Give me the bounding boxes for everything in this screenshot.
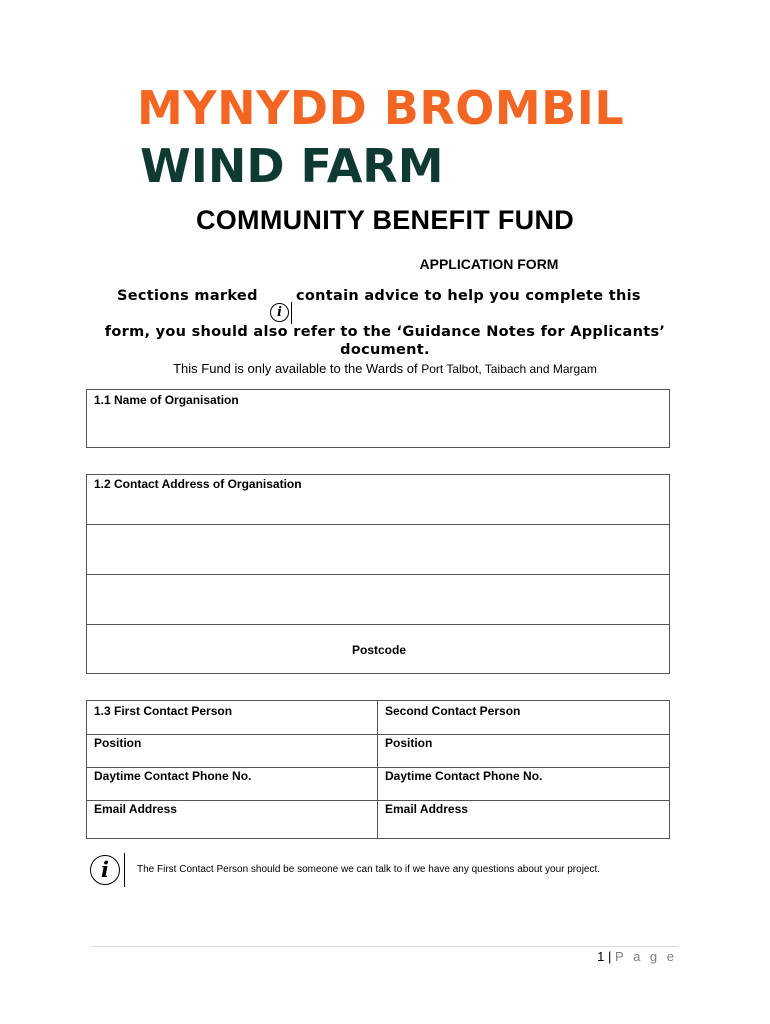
organisation-name-field[interactable] <box>86 389 670 448</box>
table-cell-label: Daytime Contact Phone No. <box>385 769 543 783</box>
page-title: COMMUNITY BENEFIT FUND <box>195 205 575 235</box>
organisation-name-label: 1.1 Name of Organisation <box>94 393 239 407</box>
postcode-label: Postcode <box>351 643 406 657</box>
info-icon <box>90 855 120 885</box>
form-subtitle: APPLICATION FORM <box>419 256 559 272</box>
info-icon <box>270 303 289 322</box>
advice-text-line2: form, you should also refer to the ‘Guidance Notes for Applicants’ <box>104 324 666 340</box>
second-position-field[interactable] <box>377 734 670 768</box>
page-number <box>597 949 677 964</box>
table-cell-label: Email Address <box>94 802 177 816</box>
advice-text-line3: document. <box>340 342 430 358</box>
logo-line-2: WIND FARM <box>140 139 444 193</box>
first-position-field[interactable] <box>86 734 378 768</box>
table-cell-label: Second Contact Person <box>385 704 521 718</box>
hint-glyph: i <box>101 857 109 882</box>
eligibility-note <box>0 361 770 376</box>
postcode-field[interactable] <box>86 624 670 674</box>
advice-text-part1: Sections marked <box>117 288 258 304</box>
eligibility-note-main: This Fund is only available to the Wards of <box>173 361 418 376</box>
eligibility-wards: Port Talbot, Taibach and Margam <box>421 362 597 376</box>
page-number-separator: | <box>608 949 612 964</box>
first-contact-person-field[interactable] <box>86 700 378 735</box>
address-line-2-field[interactable] <box>86 524 670 575</box>
hint-text: The First Contact Person should be someone we can talk to if we have any questions about your project. <box>137 864 601 875</box>
info-icon-bar <box>291 302 292 324</box>
table-cell-label: Daytime Contact Phone No. <box>94 769 252 783</box>
second-contact-person-field[interactable] <box>377 700 670 735</box>
page-number-value: 1 <box>597 949 605 964</box>
contact-address-block <box>86 474 670 674</box>
second-email-field[interactable] <box>377 800 670 839</box>
second-phone-field[interactable] <box>377 767 670 801</box>
contact-address-label: 1.2 Contact Address of Organisation <box>94 477 302 491</box>
table-cell-label: Email Address <box>385 802 468 816</box>
address-line-1-field[interactable] <box>86 474 670 525</box>
info-glyph: i <box>277 305 282 320</box>
address-line-3-field[interactable] <box>86 574 670 625</box>
footer-divider <box>92 946 678 947</box>
logo-line-1: MYNYDD BROMBIL <box>137 81 625 135</box>
first-phone-field[interactable] <box>86 767 378 801</box>
hint-icon-bar <box>124 853 125 887</box>
table-cell-label: Position <box>385 736 433 750</box>
table-cell-label: 1.3 First Contact Person <box>94 704 233 718</box>
table-cell-label: Position <box>94 736 142 750</box>
advice-text-part2: contain advice to help you complete this <box>296 288 641 304</box>
first-email-field[interactable] <box>86 800 378 839</box>
page-word: P a g e <box>615 949 677 964</box>
contact-persons-table <box>86 700 670 839</box>
